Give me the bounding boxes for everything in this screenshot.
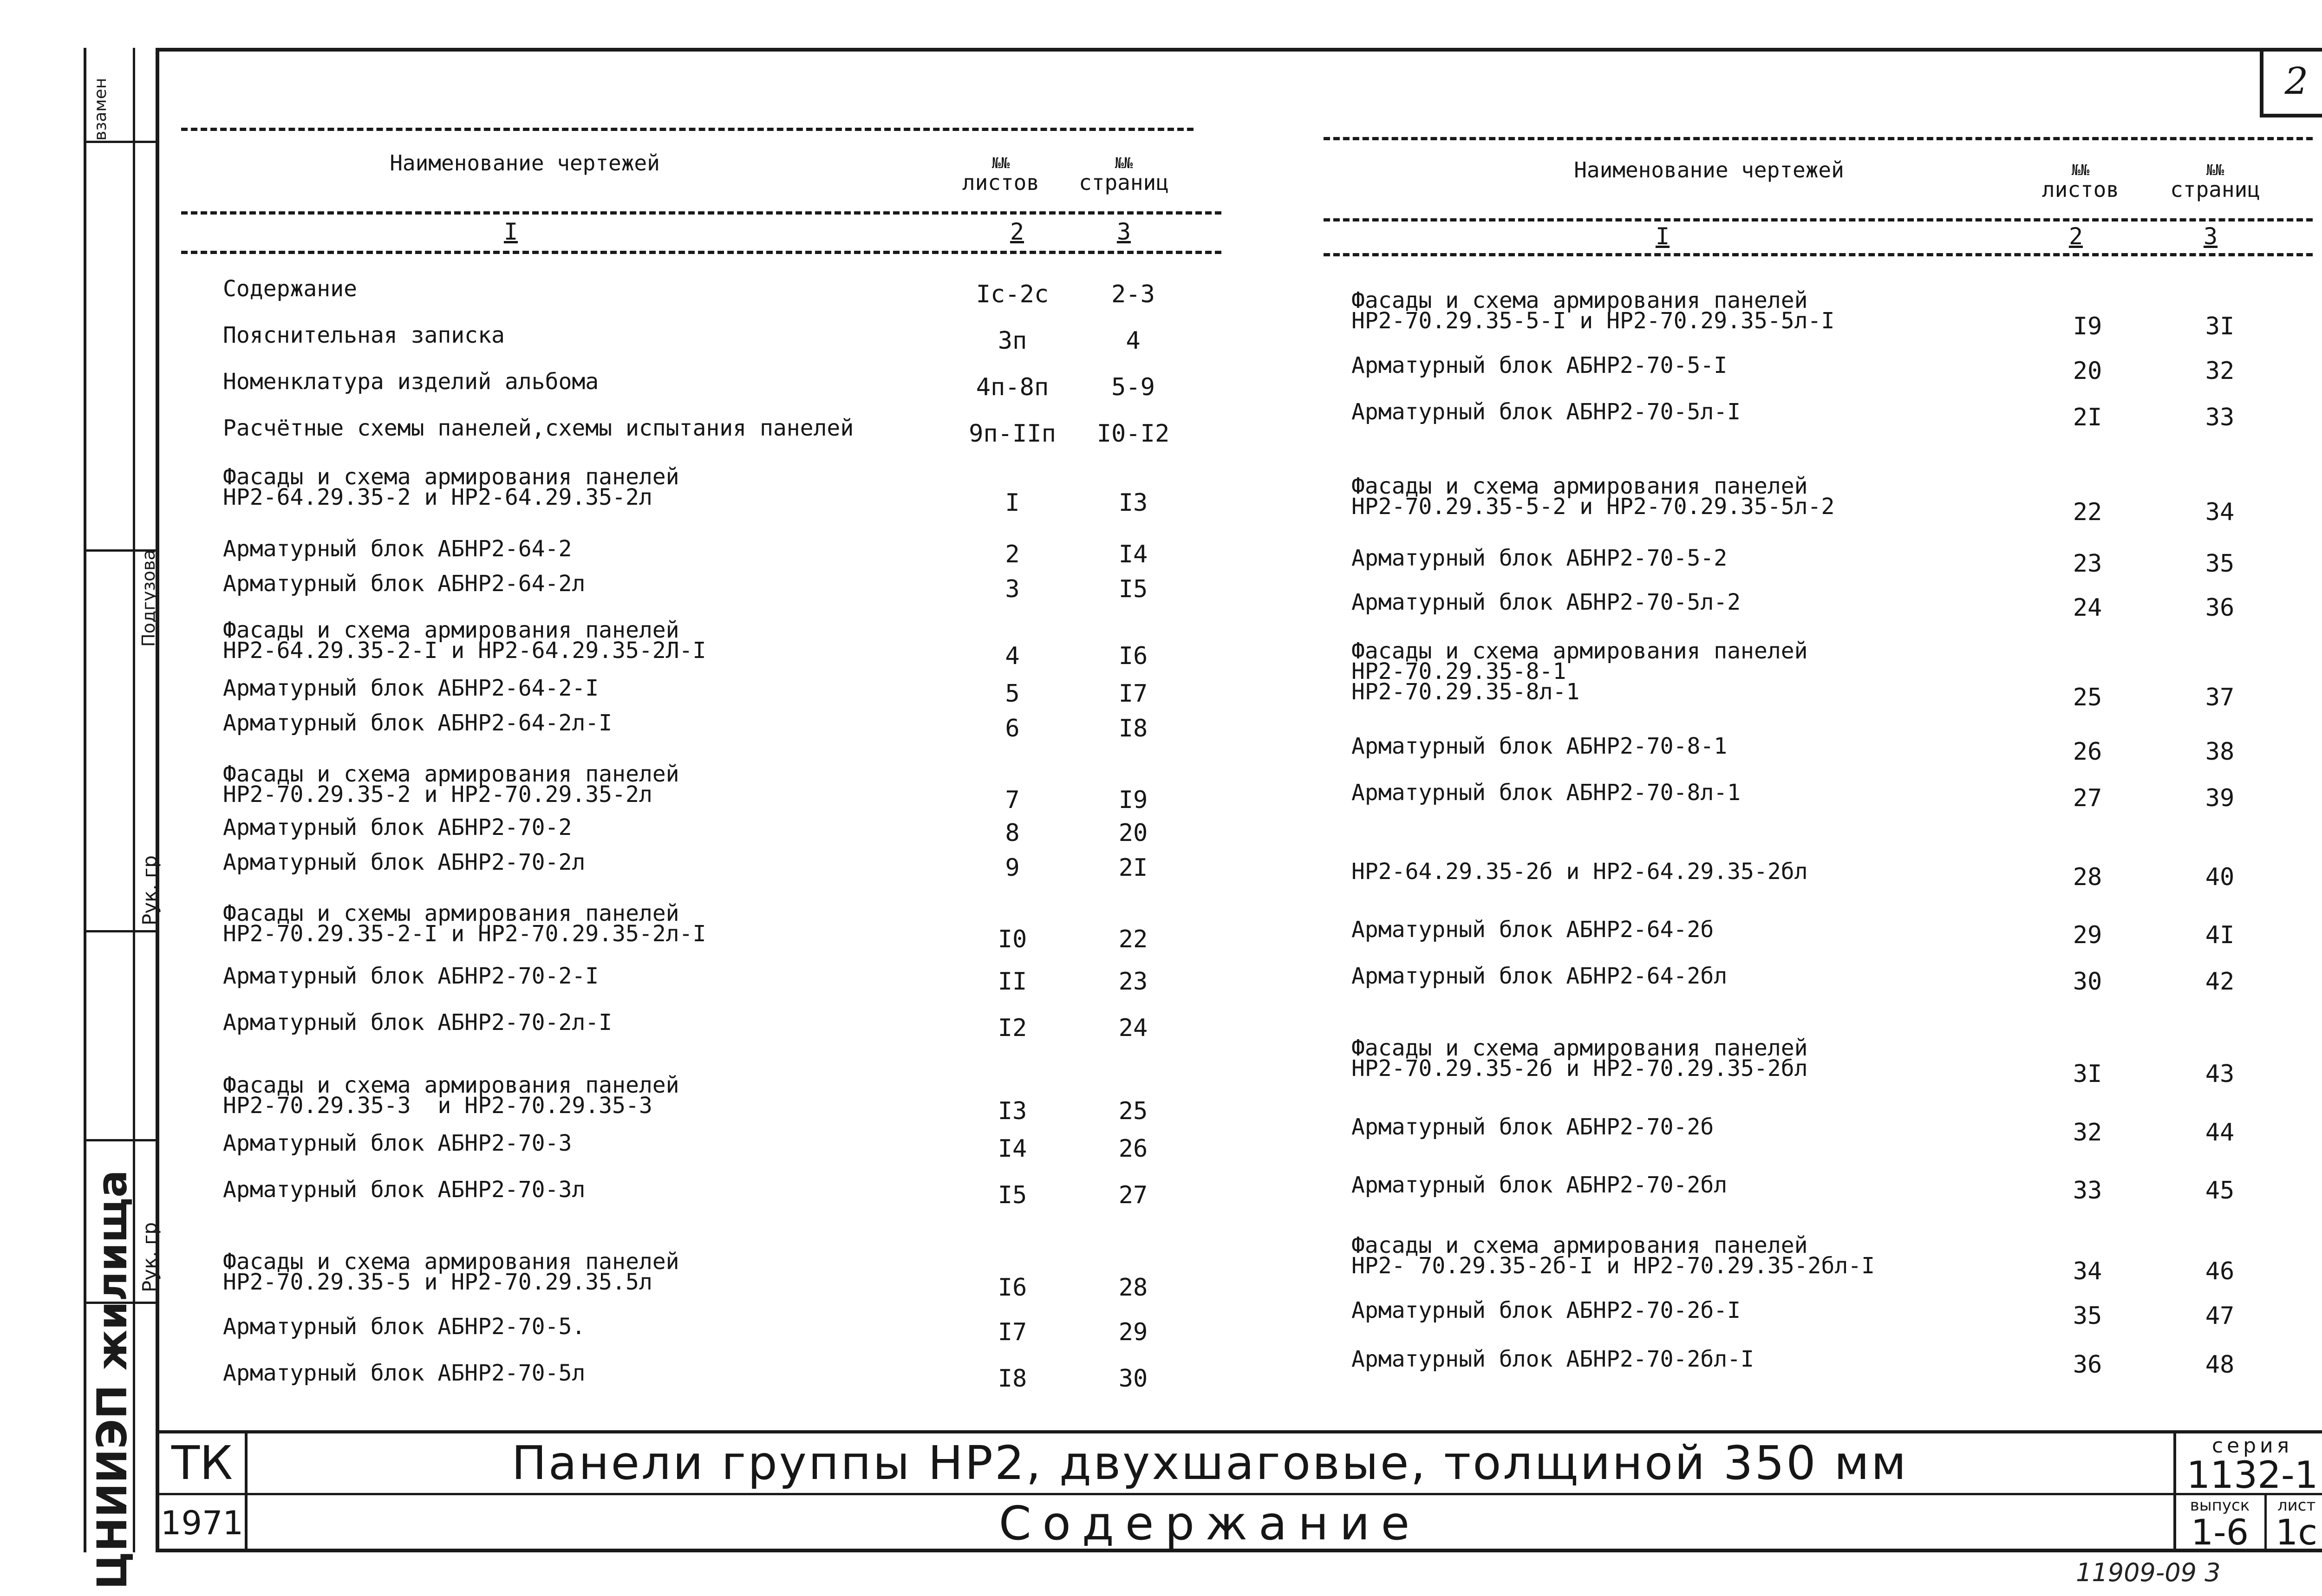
page-number-cell: 24 <box>1118 1014 1148 1042</box>
sheet-number: 28 <box>2073 863 2102 891</box>
title-block-rule <box>245 1430 248 1552</box>
drawing-name: Арматурный блок АБНР2-64-2 <box>223 536 572 562</box>
drawing-name: Номенклатура изделий альбома <box>223 369 599 395</box>
header-rule <box>181 128 1194 131</box>
sheet-number: 24 <box>2073 594 2102 622</box>
page-number-cell: 43 <box>2205 1060 2235 1088</box>
sheet-number: I4 <box>998 1135 1027 1163</box>
drawing-name: Арматурный блок АБНР2-70-2л-I <box>223 1010 613 1036</box>
sheet-number: 26 <box>2073 738 2102 766</box>
page-number-cell: 27 <box>1118 1181 1148 1209</box>
page-number-cell: 34 <box>2205 498 2235 526</box>
page-number-cell: I5 <box>1118 575 1148 603</box>
drawing-name: Арматурный блок АБНР2-64-2бл <box>1351 963 1728 989</box>
drawing-name: Арматурный блок АБНР2-70-8-1 <box>1351 733 1728 759</box>
sheet-number: 3I <box>2073 1060 2102 1088</box>
header-name: Наименование чертежей <box>390 150 660 176</box>
sheet-number: I <box>1005 489 1020 517</box>
drawing-name: Фасады и схема армирования панелей НР2-70.29.35-3 и НР2-70.29.35-3 <box>223 1072 679 1119</box>
sheet-number: 23 <box>2073 550 2102 578</box>
page-number-cell: I9 <box>1118 786 1148 814</box>
sheet-number: 5 <box>1005 680 1020 708</box>
sheet-number: I6 <box>998 1274 1027 1302</box>
sheet-number: 2 <box>1005 541 1020 568</box>
sheet-number: 32 <box>2073 1119 2102 1147</box>
sheet-number: 35 <box>2073 1302 2102 1330</box>
drawing-name: Содержание <box>223 276 357 302</box>
stamp-role: Рук. гр <box>138 1222 161 1292</box>
drawing-name: Арматурный блок АБНР2-70-8л-1 <box>1351 780 1741 806</box>
page-number-cell: 20 <box>1118 819 1148 847</box>
sheet-number: 29 <box>2073 921 2102 949</box>
sheet-number: 2I <box>2073 404 2102 431</box>
stamp-name: Подгузова <box>138 549 159 647</box>
header-sheets: №№ листов <box>2042 161 2120 202</box>
sheet-number: I9 <box>2073 313 2102 340</box>
document-subtitle: Содержание <box>998 1496 1421 1550</box>
header-pages: №№ страниц <box>2170 161 2260 202</box>
drawing-name: Арматурный блок АБНР2-70-5л-2 <box>1351 589 1741 615</box>
drawing-name: Арматурный блок АБНР2-70-3 <box>223 1130 572 1156</box>
header-rule <box>181 251 1221 254</box>
page-number-cell: 28 <box>1118 1274 1148 1302</box>
sheet-number: 3 <box>1005 575 1020 603</box>
drawing-name: Арматурный блок АБНР2-70-2л <box>223 849 586 875</box>
page-number-cell: I0-I2 <box>1096 420 1170 448</box>
page-number-cell: I8 <box>1118 715 1148 743</box>
page-number-cell: I3 <box>1118 489 1148 517</box>
document-title: Панели группы НР2, двухшаговые, толщиной 350 мм <box>511 1435 1908 1490</box>
drawing-name: Фасады и схема армирования панелей НР2-64.29.35-2 и НР2-64.29.35-2л <box>223 464 679 510</box>
header-sheets: №№ листов <box>962 154 1040 195</box>
page-number-cell: 44 <box>2205 1119 2235 1147</box>
drawing-name: Фасады и схема армирования панелей НР2-70.29.35-5 и НР2-70.29.35.5л <box>223 1249 679 1295</box>
header-name: Наименование чертежей <box>1574 157 1844 182</box>
sheet-number: 9п-IIп <box>969 420 1056 448</box>
page-number-cell: 2-3 <box>1111 280 1155 308</box>
sheet-number: 9 <box>1005 854 1020 882</box>
page-number-cell: 35 <box>2205 550 2235 578</box>
sheet-value: 1с <box>2275 1511 2318 1553</box>
drawing-name: Арматурный блок АБНР2-70-2-I <box>223 963 599 989</box>
page-number-cell: 22 <box>1118 925 1148 953</box>
drawing-name: Фасады и схема армирования панелей НР2-70.29.35-2б и НР2-70.29.35-2бл <box>1351 1035 1808 1081</box>
drawing-name: Фасады и схема армирования панелей НР2-70.29.35-8-1 НР2-70.29.35-8л-1 <box>1351 638 1808 705</box>
drawing-name: НР2-64.29.35-2б и НР2-64.29.35-2бл <box>1351 859 1808 885</box>
sheet-number: I5 <box>998 1181 1027 1209</box>
sheet-number: I8 <box>998 1365 1027 1393</box>
page-number-cell: 2I <box>1118 854 1148 882</box>
drawing-name: Арматурный блок АБНР2-70-3л <box>223 1177 586 1203</box>
page-number-cell: I7 <box>1118 680 1148 708</box>
page-number-cell: 32 <box>2205 357 2235 385</box>
sheet-number: 30 <box>2073 968 2102 996</box>
sheet-number: Iс-2с <box>976 280 1049 308</box>
drawing-name: Фасады и схема армирования панелей НР2-70.29.35-2 и НР2-70.29.35-2л <box>223 761 679 808</box>
page-number-cell: I6 <box>1118 642 1148 670</box>
drawing-name: Фасады и схемы армирования панелей НР2-70.29.35-2-I и НР2-70.29.35-2л-I <box>223 900 706 947</box>
drawing-name: Арматурный блок АБНР2-70-2бл-I <box>1351 1346 1754 1372</box>
sheet-number: 7 <box>1005 786 1020 814</box>
page-number-cell: 46 <box>2205 1257 2235 1285</box>
page-number-cell: 33 <box>2205 404 2235 431</box>
stamp-institute: ЦНИИЭП жилища <box>88 1170 136 1589</box>
sheet-number: 8 <box>1005 819 1020 847</box>
sheet-number: 20 <box>2073 357 2102 385</box>
drawing-name: Фасады и схема армирования панелей НР2-70.29.35-5-2 и НР2-70.29.35-5л-2 <box>1351 473 1835 520</box>
page-number-cell: 42 <box>2205 968 2235 996</box>
drawing-name: Арматурный блок АБНР2-64-2л <box>223 571 586 597</box>
page-number-cell: 48 <box>2205 1351 2235 1379</box>
page-number-cell: 45 <box>2205 1177 2235 1205</box>
drawing-name: Арматурный блок АБНР2-64-2б <box>1351 917 1714 943</box>
stamp-strip <box>84 48 161 1589</box>
year: 1971 <box>160 1504 244 1542</box>
page-number-cell: I4 <box>1118 541 1148 568</box>
header-pages: №№ страниц <box>1079 154 1169 195</box>
page-number-cell: 36 <box>2205 594 2235 622</box>
drawing-name: Арматурный блок АБНР2-70-2бл <box>1351 1172 1728 1198</box>
page-number-cell: 25 <box>1118 1097 1148 1125</box>
drawing-name: Арматурный блок АБНР2-64-2-I <box>223 675 599 701</box>
sheet-number: I3 <box>998 1097 1027 1125</box>
page-number-cell: 39 <box>2205 784 2235 812</box>
page-number-cell: 37 <box>2205 684 2235 711</box>
page-number-cell: 47 <box>2205 1302 2235 1330</box>
sheet-number: II <box>998 968 1027 996</box>
column-number: 2 <box>2068 223 2083 250</box>
drawing-name: Арматурный блок АБНР2-70-5л-I <box>1351 399 1741 425</box>
page-number-cell: 29 <box>1118 1318 1148 1346</box>
sheet-number: 33 <box>2073 1177 2102 1205</box>
sheet-number: 25 <box>2073 684 2102 711</box>
stamp-role: Рук. гр <box>138 855 161 925</box>
issue-value: 1-6 <box>2191 1511 2249 1553</box>
sheet-number: 3п <box>998 327 1027 355</box>
drawing-name: Фасады и схема армирования панелей НР2- 70.29.35-2б-I и НР2-70.29.35-2бл-I <box>1351 1232 1875 1279</box>
stamp-note: взамен <box>91 78 110 141</box>
sheet-number: 34 <box>2073 1257 2102 1285</box>
issue-label: выпуск <box>2190 1496 2250 1515</box>
sheet-number: 36 <box>2073 1351 2102 1379</box>
drawing-name: Арматурный блок АБНР2-70-2б <box>1351 1114 1714 1140</box>
series-value: 1132-1 <box>2186 1453 2318 1497</box>
drawing-name: Арматурный блок АБНР2-64-2л-I <box>223 710 613 736</box>
header-rule <box>181 211 1221 215</box>
page-number-cell: 5-9 <box>1111 373 1155 401</box>
page-number-cell: 40 <box>2205 863 2235 891</box>
drawing-name: Арматурный блок АБНР2-70-5л <box>223 1360 586 1386</box>
sheet-number: 4 <box>1005 642 1020 670</box>
column-number: 2 <box>1010 218 1024 245</box>
drawing-name: Фасады и схема армирования панелей НР2-64.29.35-2-I и НР2-64.29.35-2Л-I <box>223 617 706 664</box>
org-code: ТК <box>171 1435 233 1490</box>
column-number: I <box>1655 223 1670 250</box>
sheet-number: I7 <box>998 1318 1027 1346</box>
drawing-name: Арматурный блок АБНР2-70-2 <box>223 814 572 840</box>
sheet-number: 27 <box>2073 784 2102 812</box>
drawing-name: Арматурный блок АБНР2-70-2б-I <box>1351 1297 1741 1323</box>
sheet-label: лист <box>2277 1496 2316 1515</box>
drawing-name: Фасады и схема армирования панелей НР2-70.29.35-5-I и НР2-70.29.35-5л-I <box>1351 287 1835 334</box>
page-number-cell: 23 <box>1118 968 1148 996</box>
header-rule <box>1324 253 2313 256</box>
series-label: серия <box>2211 1434 2293 1458</box>
sheet-number: 6 <box>1005 715 1020 743</box>
sheet-number: 22 <box>2073 498 2102 526</box>
page-number-cell: 30 <box>1118 1365 1148 1393</box>
page-number-cell: 26 <box>1118 1135 1148 1163</box>
page-number-cell: 4I <box>2205 921 2235 949</box>
drawing-name: Расчётные схемы панелей,схемы испытания панелей <box>223 415 854 441</box>
footer-code: 11909-09 3 <box>2076 1558 2221 1587</box>
column-number: 3 <box>1116 218 1131 245</box>
sheet-number: 4п-8п <box>976 373 1049 401</box>
page-number-cell: 38 <box>2205 738 2235 766</box>
drawing-name: Арматурный блок АБНР2-70-5-I <box>1351 352 1728 378</box>
header-rule <box>1324 218 2313 221</box>
page-number-cell: 3I <box>2205 313 2235 340</box>
page-number-cell: 4 <box>1126 327 1141 355</box>
column-number: I <box>503 218 518 245</box>
drawing-name: Пояснительная записка <box>223 322 505 348</box>
sheet-number: I0 <box>998 925 1027 953</box>
column-number: 3 <box>2203 223 2218 250</box>
header-rule <box>1324 137 2313 140</box>
sheet-number: I2 <box>998 1014 1027 1042</box>
drawing-name: Арматурный блок АБНР2-70-5. <box>223 1314 586 1340</box>
page-number: 2 <box>2260 48 2322 117</box>
drawing-name: Арматурный блок АБНР2-70-5-2 <box>1351 545 1728 571</box>
